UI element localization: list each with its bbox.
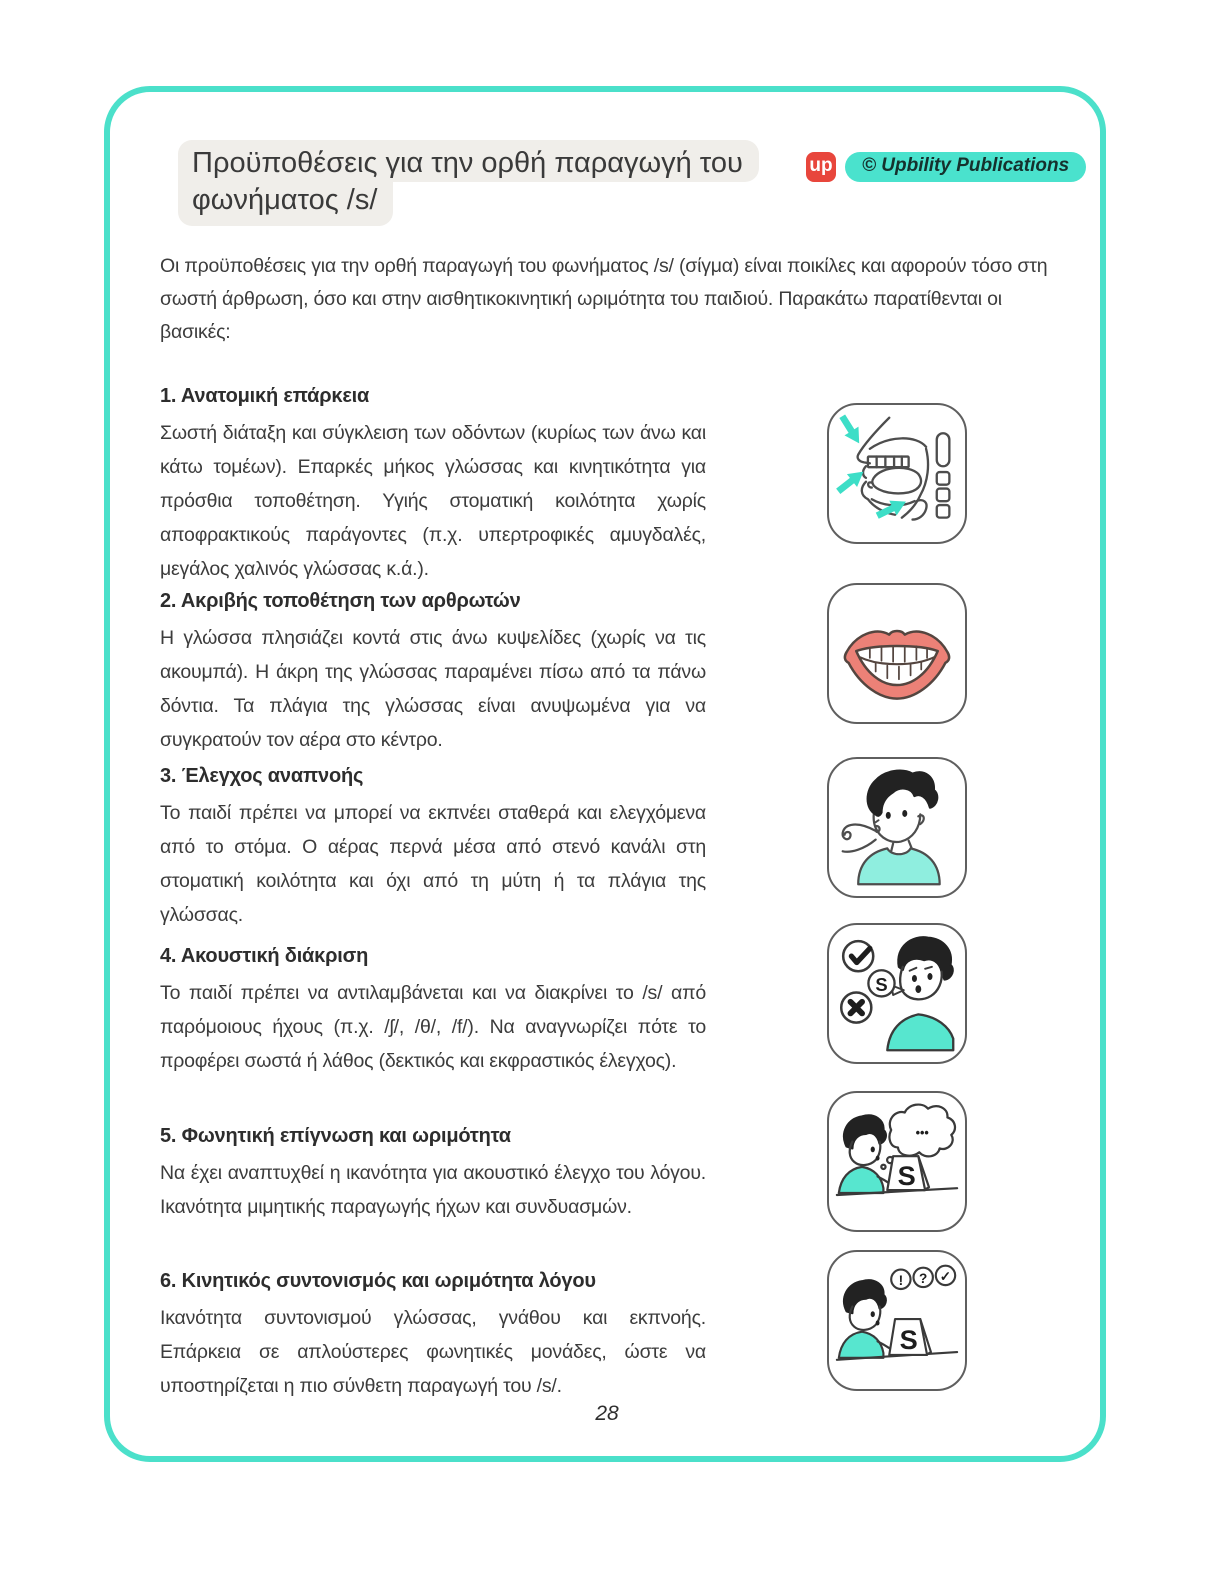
section-anatomical-adequacy (160, 383, 706, 586)
section-heading: 6. Κινητικός συντονισμός και ωριμότητα λόγου (160, 1270, 596, 1292)
title-line-1: Προϋποθέσεις για την ορθή παραγωγή του (178, 140, 759, 182)
intro-paragraph: Οι προϋποθέσεις για την ορθή παραγωγή του φωνήματος /s/ (σίγμα) είναι ποικίλες και αφορούν τόσο στη σωστή άρθρωση, όσο και στην αισθητικοκινητική ωριμότητα του παιδιού. Παρακάτω παρατίθενται οι βασικές: (160, 255, 1048, 343)
section-heading: 1. Ανατομική επάρκεια (160, 385, 370, 407)
check-glyph: ✓ (939, 1268, 952, 1284)
check-circle-icon (843, 941, 873, 971)
page-title (178, 140, 759, 226)
page-number: 28 (595, 1402, 619, 1425)
figure-sagittal-mouth-diagram (827, 403, 967, 544)
motor-coordination-icon (833, 1257, 961, 1385)
section-heading: 2. Ακριβής τοποθέτηση των αρθρωτών (160, 590, 521, 612)
child-exhaling-icon (833, 764, 961, 892)
sagittal-mouth-icon (833, 410, 961, 538)
section-heading: 3. Έλεγχος αναπνοής (160, 765, 364, 787)
title-line-2: φωνήματος /s/ (178, 182, 393, 226)
section-breath-control (160, 763, 706, 932)
section-auditory-discrimination (160, 943, 706, 1078)
section-body: Σωστή διάταξη και σύγκλειση των οδόντων (κυρίως των άνω και κάτω τομέων). Επαρκές μήκος γλώσσας και κινητικότητα για πρόσθια τοποθέτηση. Υγιής στοματική κοιλότητα χωρίς αποφρακτικούς παράγοντες (π.χ. υπερτροφικές αμυγδαλές, μεγάλος χαλινός γλώσσας κ.ά.). (160, 422, 706, 580)
card-letter: S (899, 1323, 918, 1355)
bubble-letter: S (875, 973, 888, 995)
publisher-name-badge: © Upbility Publications (845, 152, 1086, 182)
section-articulator-placement (160, 588, 706, 757)
auditory-discrimination-icon (833, 930, 961, 1058)
thought-dots: ••• (915, 1125, 929, 1140)
question-glyph: ? (919, 1270, 928, 1286)
smiling-mouth-icon (833, 590, 961, 718)
figure-smiling-mouth (827, 583, 967, 724)
publisher-logo (806, 152, 1086, 182)
section-body: Η γλώσσα πλησιάζει κοντά στις άνω κυψελίδες (χωρίς να τις ακουμπά). Η άκρη της γλώσσας παραμένει πίσω από τα πάνω δόντια. Τα πλάγια της γλώσσας είναι ανυψωμένα για να συγκρατούν τον αέρα στο κέντρο. (160, 627, 706, 751)
phonemic-awareness-icon (833, 1098, 961, 1226)
figure-child-exhaling (827, 757, 967, 898)
section-body: Ικανότητα συντονισμού γλώσσας, γνάθου και εκπνοής. Επάρκεια σε απλούστερες φωνητικές μονάδες, ώστε να υποστηρίζεται η πιο σύνθετη παραγωγή του /s/. (160, 1307, 706, 1397)
section-heading: 5. Φωνητική επίγνωση και ωριμότητα (160, 1125, 511, 1147)
figure-auditory-discrimination (827, 923, 967, 1064)
figure-motor-coordination (827, 1250, 967, 1391)
section-body: Το παιδί πρέπει να μπορεί να εκπνέει σταθερά και ελεγχόμενα από το στόμα. Ο αέρας περνά μέσα από στενό κανάλι στη στοματική κοιλότητα και όχι από τη μύτη ή τα πλάγια της γλώσσας. (160, 802, 706, 926)
exclamation-glyph: ! (898, 1272, 904, 1288)
card-letter: S (897, 1159, 916, 1191)
section-phonetic-awareness (160, 1123, 706, 1224)
upbility-logo-icon: up (806, 152, 836, 182)
section-body: Να έχει αναπτυχθεί η ικανότητα για ακουστικό έλεγχο του λόγου. Ικανότητα μιμητικής παραγωγής ήχων και συνδυασμών. (160, 1162, 706, 1218)
figure-phonemic-awareness (827, 1091, 967, 1232)
section-heading: 4. Ακουστική διάκριση (160, 945, 369, 967)
section-body: Το παιδί πρέπει να αντιλαμβάνεται και να διακρίνει το /s/ από παρόμοιους ήχους (π.χ. /ʃ/, /θ/, /f/). Να αναγνωρίζει πότε το προφέρει σωστά ή λάθος (δεκτικός και εκφραστικός έλεγχος). (160, 982, 706, 1072)
section-motor-coordination (160, 1268, 706, 1403)
